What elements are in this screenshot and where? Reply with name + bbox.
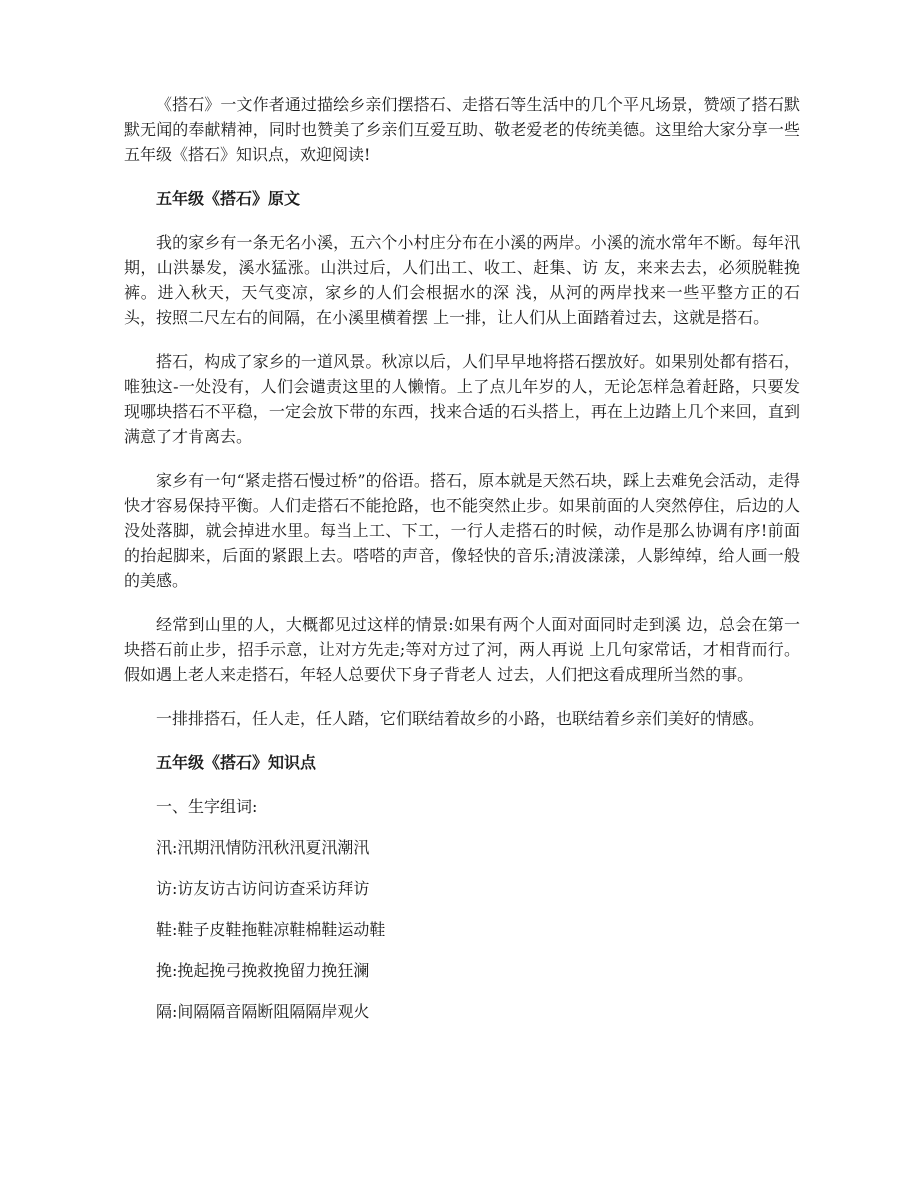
section-title: 一、生字组词: — [156, 797, 258, 816]
word-list-item: 访:访友访古访问访查采访拜访 — [156, 879, 370, 898]
document-page — [124, 92, 800, 1040]
heading-knowledge-points: 五年级《搭石》知识点 — [156, 753, 317, 772]
intro-paragraph: 《搭石》一文作者通过描绘乡亲们摆搭石、走搭石等生活中的几个平凡场景，赞颂了搭石默默无闻的奉献精神，同时也赞美了乡亲们互爱互助、敬老爱老的传统美德。这里给大家分享一些五年级《搭石》知识点，欢迎阅读! — [124, 95, 800, 164]
body-paragraph: 家乡有一句“紧走搭石慢过桥”的俗语。搭石，原本就是天然石块，踩上去难免会活动，走得快才容易保持平衡。人们走搭石不能抢路，也不能突然止步。如果前面的人突然停住，后边的人没处落脚，就会掉进水里。每当上工、下工，一行人走搭石的时候，动作是那么协调有序!前面的抬起脚来，后面的紧跟上去。嗒嗒的声音，像轻快的音乐;清波漾漾，人影绰绰，给人画一般的美感。 — [124, 471, 800, 590]
heading-original-text: 五年级《搭石》原文 — [156, 189, 301, 208]
body-paragraph: 搭石，构成了家乡的一道风景。秋凉以后，人们早早地将搭石摆放好。如果别处都有搭石，唯独这-一处没有，人们会谴责这里的人懒惰。上了点儿年岁的人，无论怎样急着赶路，只要发现哪块搭石不平稳，一定会放下带的东西，找来合适的石头搭上，再在上边踏上几个来回，直到满意了才肯离去。 — [124, 352, 800, 446]
body-paragraph: 一排排搭石，任人走，任人踏，它们联结着故乡的小路，也联结着乡亲们美好的情感。 — [156, 709, 765, 728]
word-list-item: 挽:挽起挽弓挽救挽留力挽狂澜 — [156, 961, 370, 980]
body-paragraph: 经常到山里的人，大概都见过这样的情景:如果有两个人面对面同时走到溪 边，总会在第一块搭石前止步，招手示意，让对方先走;等对方过了河，两人再说 上几句家常话，才相背而行。假如遇上老人来走搭石，年轻人总要伏下身子背老人 过去，人们把这看成理所当然的事。 — [124, 615, 800, 684]
word-list-item: 鞋:鞋子皮鞋拖鞋凉鞋棉鞋运动鞋 — [156, 920, 386, 939]
word-list-item: 隔:间隔隔音隔断阻隔隔岸观火 — [156, 1002, 370, 1021]
body-paragraph: 我的家乡有一条无名小溪，五六个小村庄分布在小溪的两岸。小溪的流水常年不断。每年汛期，山洪暴发，溪水猛涨。山洪过后，人们出工、收工、赶集、访 友，来来去去，必须脱鞋挽裤。进入秋天，天气变凉，家乡的人们会根据水的深 浅，从河的两岸找来一些平整方正的石头，按照二尺左右的间隔，在小溪里横着摆 上一排，让人们从上面踏着过去，这就是搭石。 — [124, 233, 800, 327]
word-list-item: 汛:汛期汛情防汛秋汛夏汛潮汛 — [156, 838, 370, 857]
